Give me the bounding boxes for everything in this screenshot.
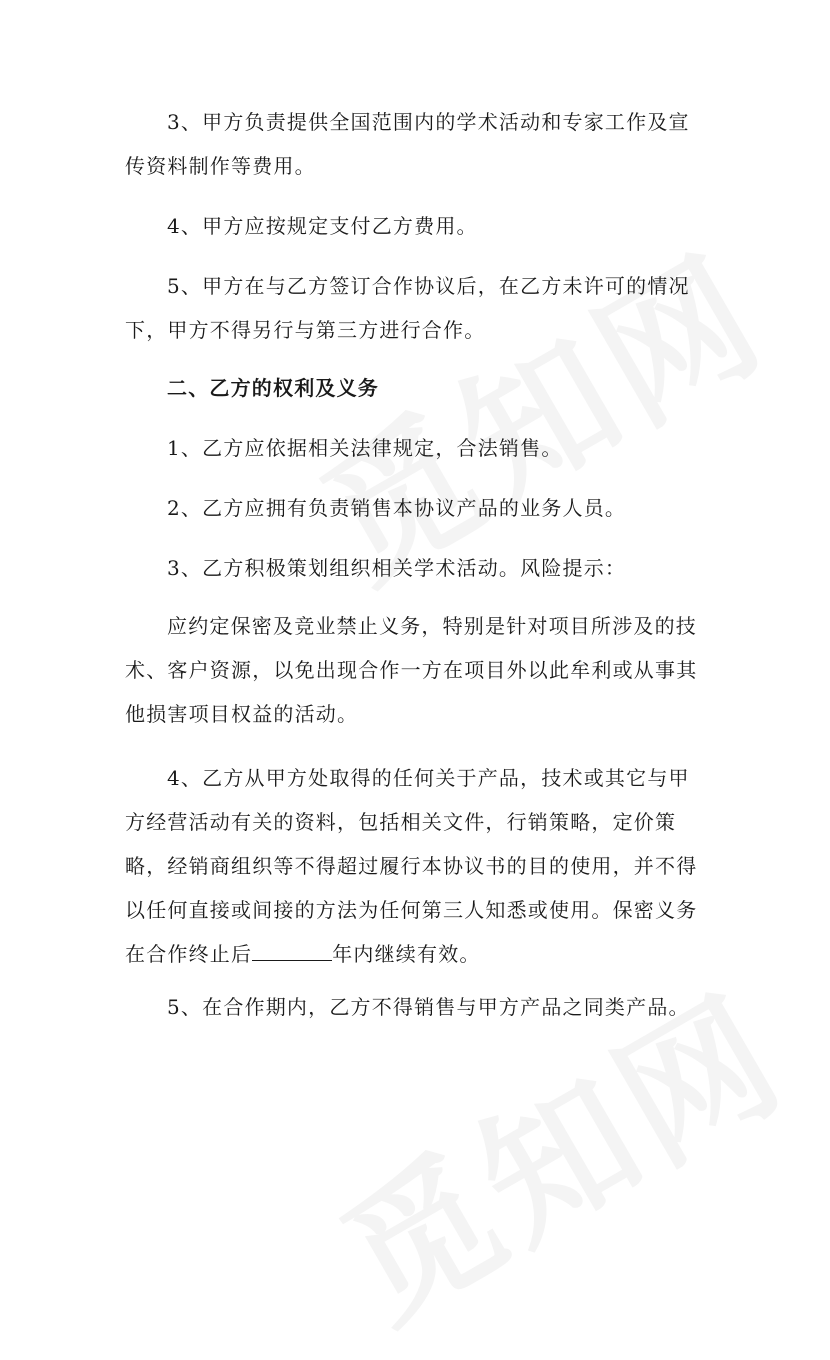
clause-b4-text: 4、乙方从甲方处取得的任何关于产品，技术或其它与甲方经营活动有关的资料，包括相关文件，行销策略，定价策略，经销商组织等不得超过履行本协议书的目的使用，并不得以任何直接或间接的方法为任何第三人知悉或使用。保密义务在合作终止后 bbox=[125, 766, 698, 966]
clause-a4: 4、甲方应按规定支付乙方费用。 bbox=[167, 214, 478, 238]
blank-years-field[interactable] bbox=[252, 942, 332, 961]
clause-b2: 2、乙方应拥有负责销售本协议产品的业务人员。 bbox=[167, 496, 627, 520]
clause-b5: 5、在合作期内，乙方不得销售与甲方产品之同类产品。 bbox=[167, 995, 690, 1019]
clause-b4-tail: 年内继续有效。 bbox=[332, 942, 481, 966]
clause-b3: 3、乙方积极策划组织相关学术活动。风险提示： bbox=[167, 556, 627, 580]
clause-b4 bbox=[125, 756, 710, 976]
clause-a3: 3、甲方负责提供全国范围内的学术活动和专家工作及宣传资料制作等费用。 bbox=[125, 110, 690, 178]
section-heading-party-b: 二、乙方的权利及义务 bbox=[167, 376, 379, 400]
clause-a5: 5、甲方在与乙方签订合作协议后，在乙方未许可的情况下，甲方不得另行与第三方进行合作。 bbox=[125, 274, 690, 342]
clause-b1: 1、乙方应依据相关法律规定，合法销售。 bbox=[167, 436, 563, 460]
risk-note: 应约定保密及竞业禁止义务，特别是针对项目所涉及的技术、客户资源，以免出现合作一方在项目外以此牟利或从事其他损害项目权益的活动。 bbox=[125, 614, 698, 726]
